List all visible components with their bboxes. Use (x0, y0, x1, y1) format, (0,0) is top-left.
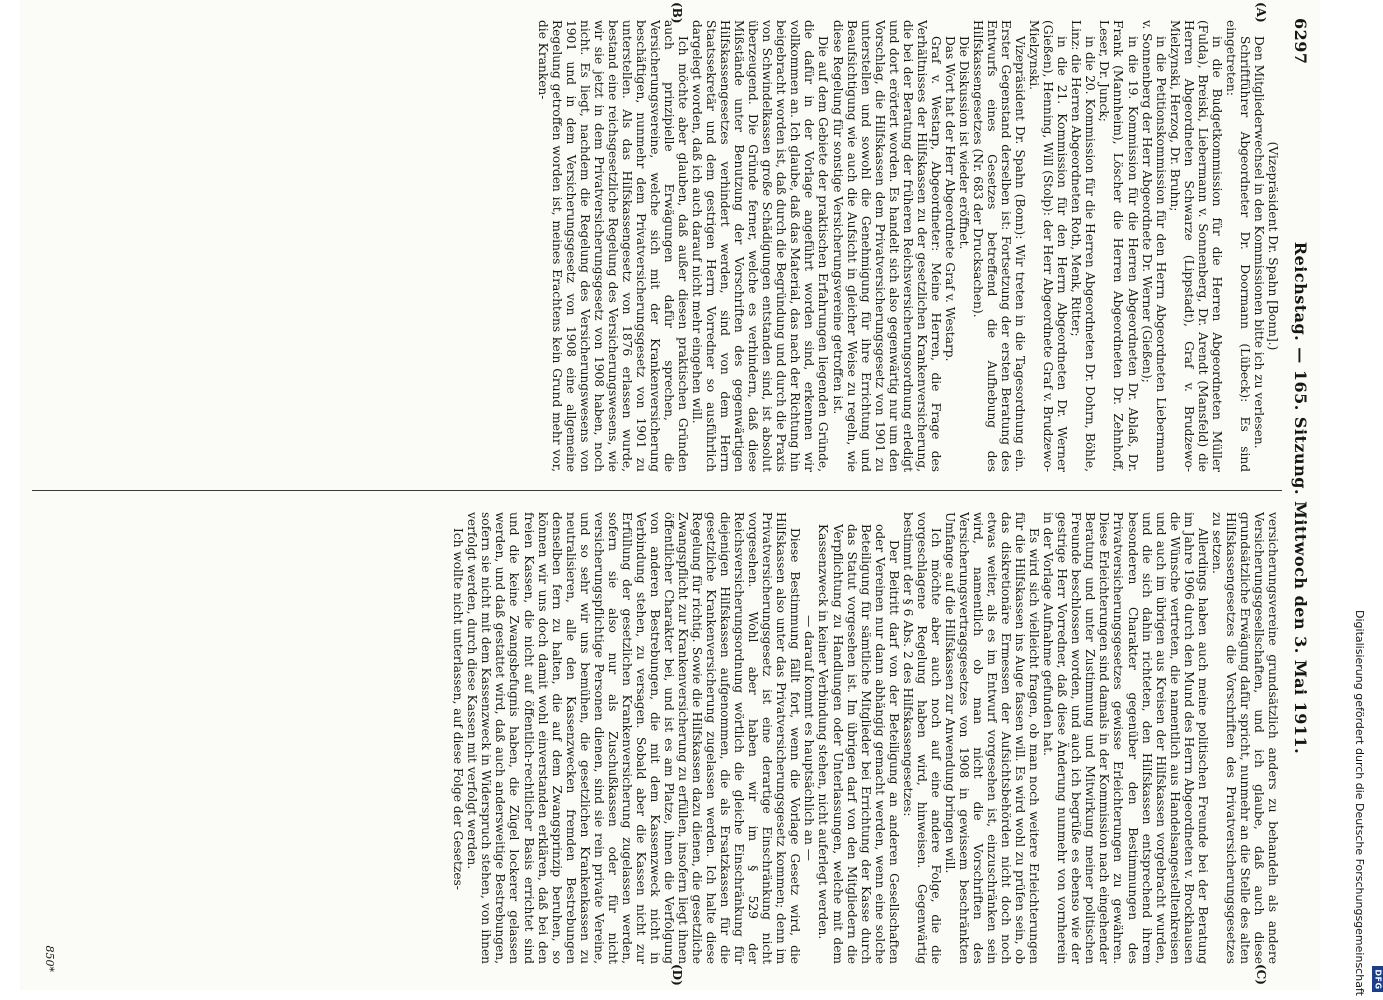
paragraph: in die Budgetkommission für die Herren Abgeordneten Müller (Fulda), Breiski, Liebermann v. Sonnenberg, Dr. Arendt (Mansfeld) die Herren Abgeordneten Schwarze (Lippstadt), Graf v. Brudzewo-Mielzynski, Herzog, Dr. Bruhn; (1167, 20, 1224, 472)
margin-mark-d: (D) (670, 964, 684, 986)
page-number: 6297 (1291, 18, 1310, 65)
paragraph: versicherungsvereine grundsätzlich anders zu behandeln als andere Versicherungsgesellschaften, und ich glaube, daß auch diese grundsätzliche Erwägung dafür spricht, nunmehr an die Stelle des alten Hilfskassengesetzes die Vorschriften des Privatversicherungsgesetzes zu setzen. (1209, 512, 1280, 964)
paragraph: in die 21. Kommission für den Herrn Abgeordneten Dr. Werner (Gießen), Henning, Will (Stolp): der Herr Abgeordnete Graf v. Brudzewo-Mielzynski. (1027, 20, 1070, 472)
right-column (65, 512, 1280, 964)
paragraph: in die 20. Kommission für die Herren Abgeordneten Dr. Dohrn, Böhle, Linz: die Herren Abgeordneten Roth, Menk, Ritter; (1069, 20, 1098, 472)
paragraph: (Vizepräsident Dr. Spahn [Bonn].) (1266, 141, 1280, 351)
paragraph: in die 19. Kommission für die Herren Abgeordneten Dr. Ablaß, Dr. Frank (Mannheim), Löscher die Herren Abgeordneten Dr. Zehnhoff, Leser, Dr. Junck; (1097, 20, 1140, 472)
paragraph: Die auf dem Gebiete der praktischen Erfahrungen liegenden Gründe, die dafür in der Vorlage angeführt worden sind, erkennen wir vollkommen an. Ich glaube, daß das Material, das nach der Richtung hin beigebracht worden ist, daß durch die Begründung und durch die Praxis von Schwindelkassen große Schädigungen entstanden sind, ist absolut überzeugend. Die Gründe ferner, welche es verhindern, daß diese Mißstände unter Benutzung der Vorschriften des gegenwärtigen Hilfskassengesetzes verhindert werden, sind von dem Herrn Staatssekretär und dem gestrigen Herrn Vorredner so ausführlich dargelegt worden, daß ich auch darauf nicht mehr eingehen will. (690, 20, 831, 472)
dfg-logo (1372, 966, 1383, 992)
paragraph: Es wird sich vielleicht fragen, ob man noch weitere Erleichterungen für die Hilfskassen ins Auge fassen will. Es wird wohl zu prüfen sein, ob das diskretionäre Ermessen der Aufsichtsbehörden nicht doch noch etwas weiter, als es im Entwurf vorgesehen ist, einzuschränken sein wird, namentlich ob man nicht die Vorschriften des Versicherungsvertragsgesetzes von 1908 in gewissem beschränkten Umfange auf die Hilfskassen zur Anwendung bringen will. (942, 512, 1042, 964)
digitization-sidebar (1336, 0, 1383, 1000)
column-divider (32, 490, 1282, 491)
paragraph: Ich wollte nicht unterlassen, auf diese Folge der Gesetzes- (451, 528, 466, 890)
paragraph: Den Mitgliederwechsel in den Kommissionen bitte ich zu verlesen. (1251, 36, 1266, 449)
paragraph: Diese Bestimmung fällt fort, wenn die Vorlage Gesetz wird, die Hilfskassen also unter das Privatversicherungsgesetz kommen; denn im Privatversicherungsgesetz ist eine derartige Einschränkung nicht vorgesehen. Wohl aber haben wir im § 529 der Reichsversicherungsordnung wörtlich die gleiche Einschränkung für diejenigen Hilfskassen aufgenommen, die als Ersatzkassen für die gesetzliche Krankenversicherung zugelassen werden. Ich halte diese Regelung für richtig. Sowie die Hilfskassen dazu dienen, die gesetzliche Zwangspflicht zur Krankenversicherung zu erfüllen, insofern liegt ihnen öffentlicher Charakter bei, und ist es am Platze, ihnen die Verfolgung von anderen Bestrebungen, die mit dem Kassenzweck nicht in Verbindung stehen, zu versagen. Sobald aber die Kassen nicht zur Erfüllung der gesetzlichen Krankenversicherung zugelassen werden, sofern sie also nur als Zuschußkassen oder für nicht versicherungspflichtige Personen dienen, sind sie rein private Vereine, und so sehr wir uns bemühen, die gesetzlichen Krankenkassen zu neutralisieren, alle den Kassenzwecken fremden Bestrebungen denselben fern zu halten, die auf dem Zwangsprinzip beruhen, so können wir uns doch damit wohl einverstanden erklären, daß bei den freien Kassen, die nicht auf öffentlich-rechtlicher Basis errichtet sind und die keine Zwangsbefugnis haben, die Zügel lockerer gelassen werden, und daß gestattet wird, daß auch andersweitige Bestrebungen, sofern sie nicht mit dem Kassenzweck in Widerspruch stehen, von ihnen verfolgt werden, durch diese Kassen mit verfolgt werden. (465, 512, 803, 964)
paragraph: Ich möchte aber auch noch auf eine andere Folge, die die vorgeschlagene Regelung haben wird, hinweisen. Gegenwärtig bestimmt der § 6 Abs. 2 des Hilfskassengesetzes: (900, 512, 943, 964)
paragraph: — darauf kommt es hauptsächlich an — (802, 615, 817, 861)
dfg-logo-text: DFG (1373, 969, 1383, 990)
paragraph: Das Wort hat der Herr Abgeordnete Graf v. Westarp. (942, 36, 957, 362)
paragraph: Schriftführer Abgeordneter Dr. Doormann (Lübeck): Es sind eingetreten: (1223, 20, 1252, 472)
funding-notice: Digitalisierung gefördert durch die Deutsche Forschungsgemeinschaft (1353, 610, 1366, 996)
page-running-title: Reichstag. — 165. Sitzung. Mittwoch den 3. Mai 1911. (1291, 241, 1310, 755)
scanned-page (20, 0, 1320, 990)
paragraph: Ich möchte aber glauben, daß außer diesen praktischen Gründen auch prinzipielle Erwägungen dafür sprechen, die Versicherungsvereine, welche sich mit der Krankenversicherung beschäftigen, nunmehr dem Privatversicherungsgesetz von 1901 zu unterstellen. Als das Hilfskassengesetz von 1876 erlassen wurde, bestand eine reichsgesetzliche Regelung des Versicherungswesens, wie wir sie jetzt in dem Privatversicherungsgesetz von 1908 haben, noch nicht. Es liegt, nachdem die Regelung des Versicherungswesens von 1901 und in dem Versicherungsgesetz von 1908 eine allgemeine Regelung getroffen worden ist, meines Erachtens kein Grund mehr vor, die Kranken- (535, 20, 691, 472)
footer-signature: 850* (43, 945, 56, 972)
page-header (1286, 18, 1314, 978)
paragraph: in die Petitionskommission für den Herrn Abgeordneten Liebermann v. Sonnenberg der Herr Abgeordnete Dr. Werner (Gießen); (1139, 20, 1168, 472)
paragraph: Die Diskussion ist wieder eröffnet. (956, 36, 971, 250)
left-column (65, 20, 1280, 472)
quote-paragraph: Der Beitritt darf von der Beteiligung an anderen Gesellschaften oder Vereinen nur dann abhängig gemacht werden, wenn eine solche Beteiligung für sämtliche Mitglieder bei Errichtung der Kasse durch das Statut vorgesehen ist. Im übrigen darf von den Mitgliedern die Verpflichtung zu Handlungen oder Unterlassungen, welche mit dem Kassenzweck in keiner Verbindung stehen, nicht auferlegt werden. (816, 524, 901, 964)
margin-mark-c: (C) (1254, 964, 1268, 985)
paragraph: Graf v. Westarp, Abgeordneter: Meine Herren, die Frage des Verhältnisses der Hilfskassen zu der gesetzlichen Krankenversicherung, die bei der Beratung der früheren Reichsversicherungsordnung erledigt und dort erörtert worden. Es handelt sich also gegenwärtig nur um den Vorschlag, die Hilfskassen dem Privatversicherungsgesetz von 1901 zu unterstellen und sowohl die Genehmigung für ihre Errichtung und Beaufsichtigung wie auch die Aufsicht in gleicher Weise zu regeln, wie diese Regelung für sonstige Versicherungsvereine getroffen ist. (830, 20, 943, 472)
paragraph: Allerdings haben auch meine politischen Freunde bei der Beratung im Jahre 1906 durch den Mund des Herrn Abgeordneten v. Brockhausen die Wünsche vertreten, die namentlich aus Handelsangestelltenkreisen und auch im übrigen aus Kreisen der Hilfskassen vorgebracht wurden, und die sich dahin richteten, den Hilfskassen entsprechend ihrem besonderen Charakter gegenüber den Bestimmungen des Privatversicherungsgesetzes gewisse Erleichterungen zu gewähren. Diese Erleichterungen sind damals in der Kommission nach eingehender Beratung und unter Zustimmung und Mitwirkung meiner politischen Freunde beschlossen worden, und auch ich begrüße es ebenso wie der gestrige Herr Vorredner, daß diese Änderung nunmehr von vornherein in der Vorlage Aufnahme gefunden hat. (1041, 512, 1210, 964)
margin-mark-a: (A) (1254, 2, 1268, 23)
margin-mark-b: (B) (670, 2, 684, 24)
paragraph: Vizepräsident Dr. Spahn (Bonn): Wir treten in die Tagesordnung ein. Erster Gegenstand derselben ist: Fortsetzung der ersten Beratung des Entwurfs eines Gesetzes betreffend die Aufhebung des Hilfskassengesetzes (Nr. 683 der Drucksachen). (971, 20, 1028, 472)
